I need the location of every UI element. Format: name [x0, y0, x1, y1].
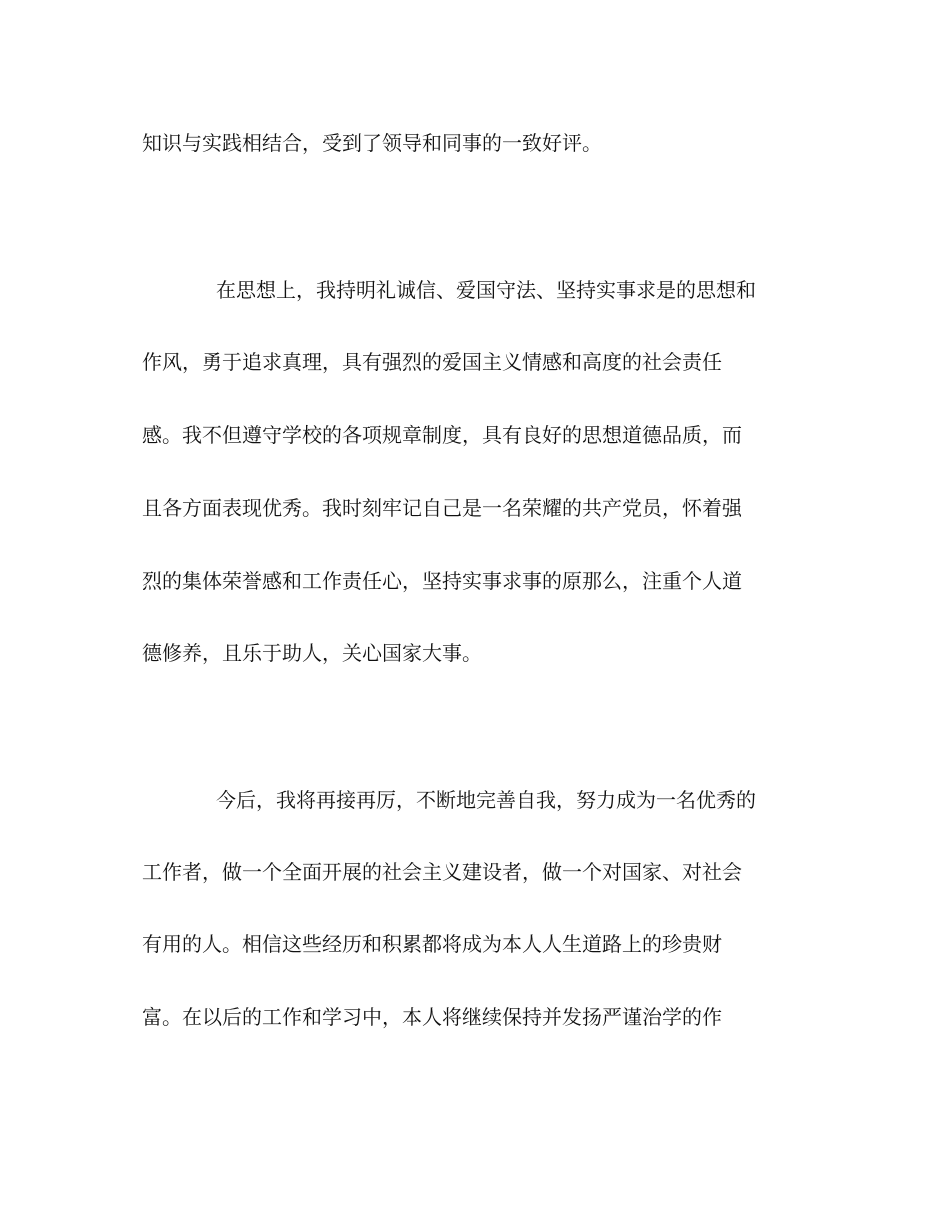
paragraph-2-line-3: 感。我不但遵守学校的各项规章制度，具有良好的思想道德品质，而 — [142, 423, 742, 447]
paragraph-3-line-1: 今后，我将再接再厉，不断地完善自我，努力成为一名优秀的 — [216, 788, 756, 812]
paragraph-1-line-1: 知识与实践相结合，受到了领导和同事的一致好评。 — [142, 131, 602, 155]
paragraph-2-line-2: 作风，勇于追求真理，具有强烈的爱国主义情感和高度的社会责任 — [142, 350, 722, 374]
paragraph-2-line-6: 德修养，且乐于助人，关心国家大事。 — [142, 641, 482, 665]
paragraph-2-line-5: 烈的集体荣誉感和工作责任心，坚持实事求事的原那么，注重个人道 — [142, 569, 742, 593]
paragraph-3-line-4: 富。在以后的工作和学习中，本人将继续保持并发扬严谨治学的作 — [142, 1005, 722, 1029]
paragraph-3-line-2: 工作者，做一个全面开展的社会主义建设者，做一个对国家、对社会 — [142, 860, 742, 884]
paragraph-2-line-1: 在思想上，我持明礼诚信、爱国守法、坚持实事求是的思想和 — [216, 278, 756, 302]
paragraph-2-line-4: 且各方面表现优秀。我时刻牢记自己是一名荣耀的共产党员，怀着强 — [142, 496, 742, 520]
paragraph-3-line-3: 有用的人。相信这些经历和积累都将成为本人人生道路上的珍贵财 — [142, 932, 722, 956]
